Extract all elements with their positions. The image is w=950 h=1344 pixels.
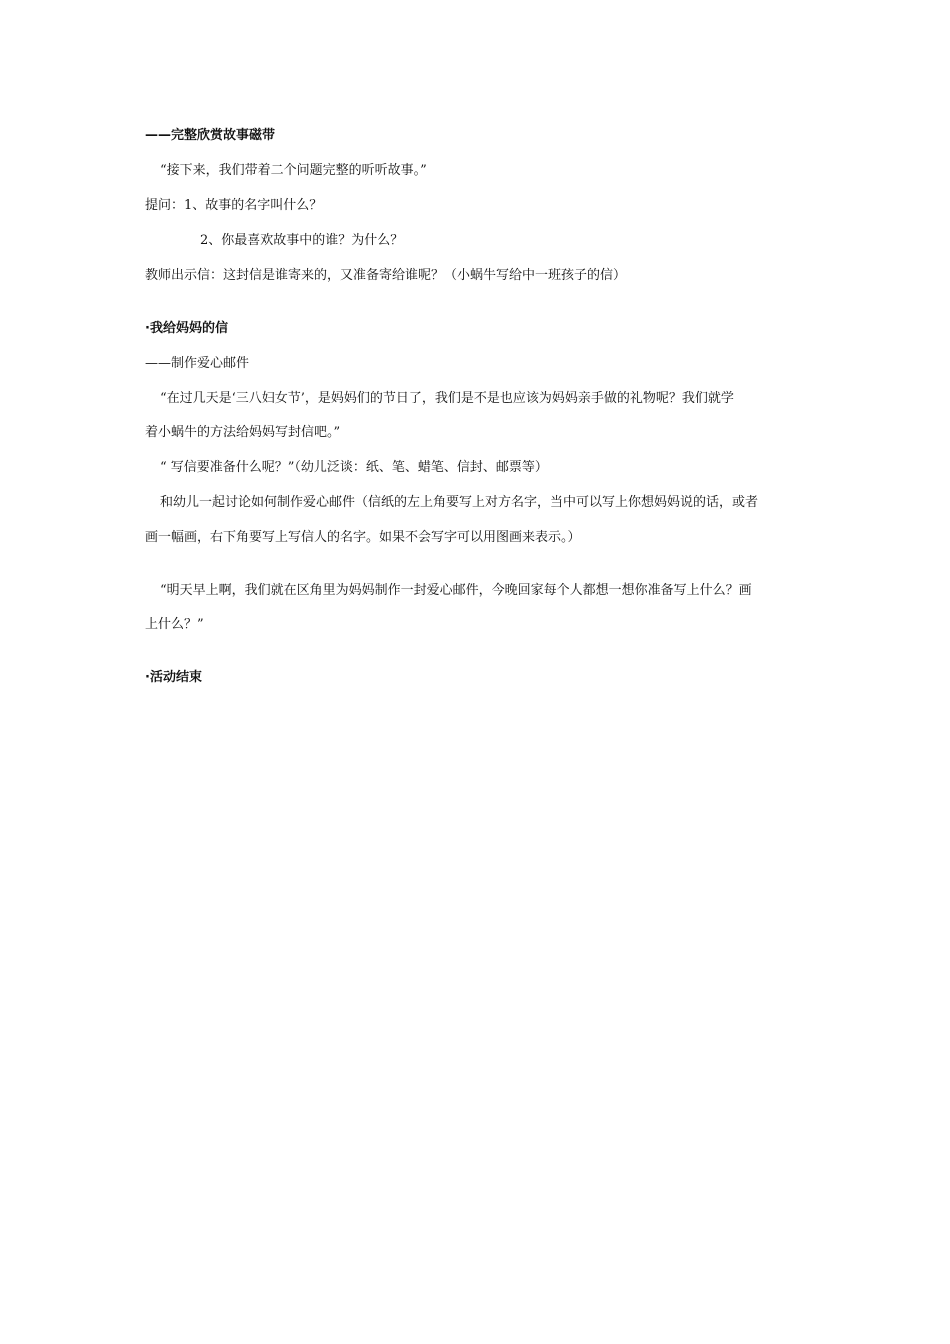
paragraph-teacher-letter: 教师出示信：这封信是谁寄来的，又准备寄给谁呢？（小蜗牛写给中一班孩子的信） <box>145 268 627 283</box>
paragraph-womens-day-line1: “在过几天是‘三八妇女节’，是妈妈们的节日了，我们是不是也应该为妈妈亲手做的礼物呢？我们就学 <box>160 391 734 406</box>
section-heading-activity-end: ·活动结束 <box>145 670 202 685</box>
paragraph-listen-intro: “接下来，我们带着二个问题完整的听听故事。” <box>160 163 427 178</box>
section-heading-letter-to-mom: ·我给妈妈的信 <box>145 321 228 336</box>
paragraph-tomorrow-line1: “明天早上啊，我们就在区角里为妈妈制作一封爱心邮件，今晚回家每个人都想一想你准备写上什么？画 <box>160 583 752 598</box>
section-heading-story-tape: ——完整欣赏故事磁带 <box>145 128 276 143</box>
paragraph-discuss-line2: 画一幅画，右下角要写上写信人的名字。如果不会写字可以用图画来表示。） <box>145 530 581 545</box>
paragraph-discuss-line1: 和幼儿一起讨论如何制作爱心邮件（信纸的左上角要写上对方名字，当中可以写上你想妈妈说的话，或者 <box>160 495 759 510</box>
question-1: 提问：1、故事的名字叫什么？ <box>145 198 323 213</box>
subheading-love-mail: ——制作爱心邮件 <box>145 356 250 371</box>
paragraph-womens-day-line2: 着小蜗牛的方法给妈妈写封信吧。” <box>145 425 341 440</box>
paragraph-letter-materials: “ 写信要准备什么呢？”（幼儿泛谈：纸、笔、蜡笔、信封、邮票等） <box>160 460 548 475</box>
question-2: 2、你最喜欢故事中的谁？为什么？ <box>200 233 404 248</box>
paragraph-tomorrow-line2: 上什么？” <box>145 617 204 632</box>
